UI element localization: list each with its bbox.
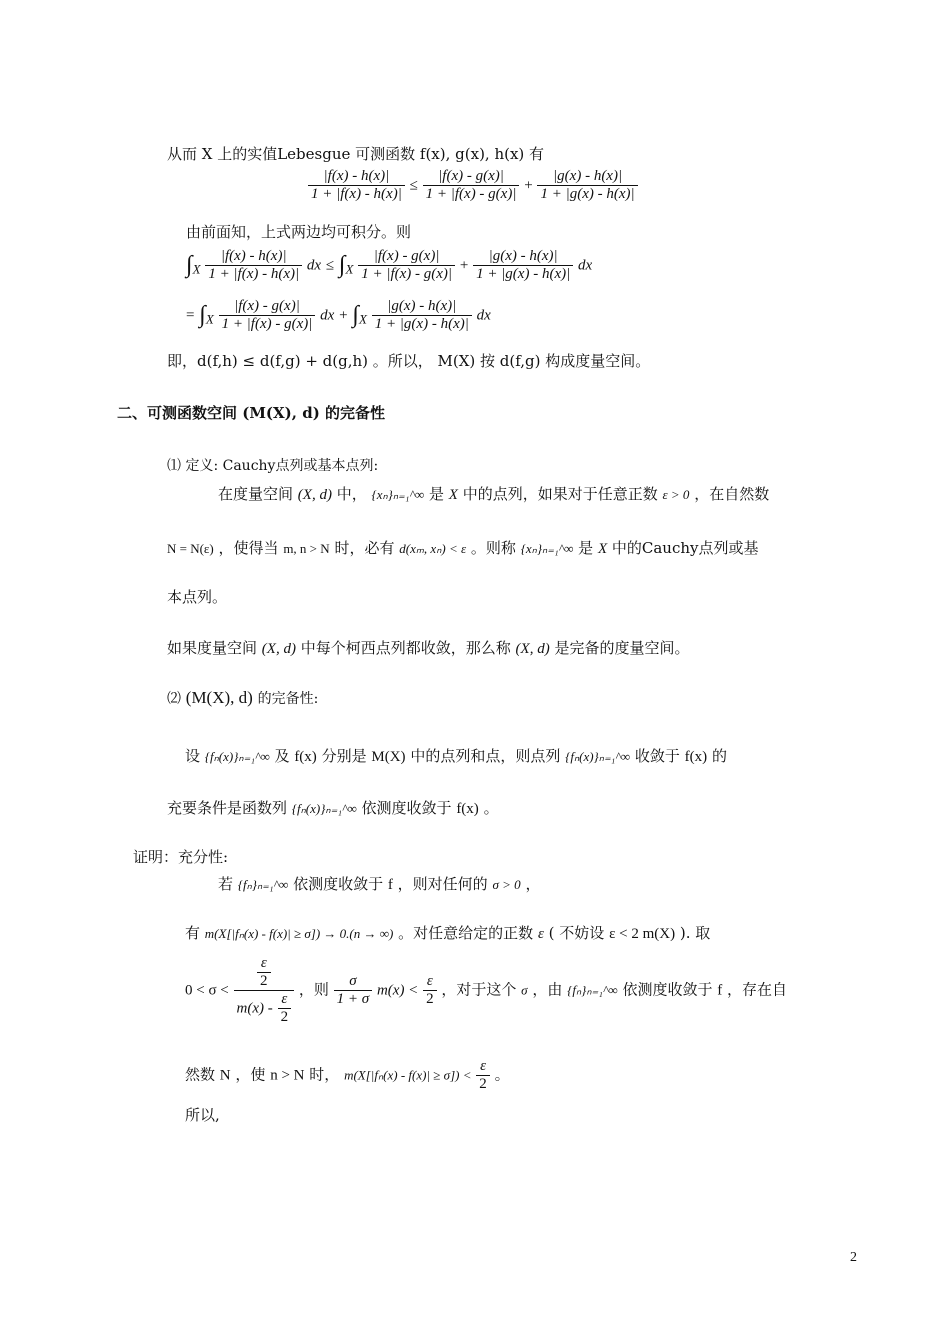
math-sequence: {xₙ}ₙ₌₁^∞ [520,541,574,556]
fraction-numerator: |f(x) - h(x)| [308,168,405,186]
text: 如果度量空间 [167,639,258,657]
math-fx: f(x) [294,749,317,765]
fraction-numerator: σ [334,973,373,991]
integral-sign: ∫ [352,302,359,328]
fraction-numerator: |f(x) - g(x)| [423,168,520,186]
text: 充要条件是函数列 [167,799,288,817]
math-space: (M(X), d) [185,688,253,707]
item-2-title [167,688,318,708]
epsilon: ε [257,955,271,973]
text: 时，必有 [334,539,395,557]
mx: m(x) < [376,982,419,999]
text: ，则对任何的 [397,875,488,893]
text: ( 不妨设 [548,924,605,942]
math-sequence: {fₙ(x)}ₙ₌₁^∞ [204,749,270,764]
math-f: f [717,982,723,999]
text: 及 [274,747,290,765]
differential: dx [476,307,491,324]
integral-domain: X [192,261,201,277]
int1-frac [205,248,302,283]
fraction-numerator: |g(x) - h(x)| [372,298,472,316]
text: 依测度收敛于 [293,875,384,893]
two: 2 [426,991,434,1007]
integral-equality-2 [186,298,491,333]
fraction-denominator: 1 + σ [336,991,370,1007]
integral-inequality-1 [186,248,592,283]
text: 依测度收敛于 [622,980,713,999]
plus-sign: + [459,257,469,274]
text: 中的点列和点，则点列 [410,747,561,765]
fraction-numerator: |f(x) - g(x)| [358,248,455,266]
text: 分别是 [321,747,367,765]
text: ， [525,875,541,893]
integral-sign: ∫ [199,302,206,328]
text: ，由 [532,980,563,999]
text: ，则 [298,980,329,999]
math-fx: f(x) [456,801,479,817]
text: 若 [218,875,234,893]
text: 是 [578,539,594,557]
math-sequence: {fₙ}ₙ₌₁^∞ [567,982,618,998]
text: ，使 [235,1065,266,1084]
epsilon: ε [278,991,292,1009]
text: 在度量空间 [218,485,294,503]
math-measure: m(X[|fₙ(x) - f(x)| ≥ σ]) → 0.(n → ∞) [204,926,394,941]
fraction-denominator: 1 + |f(x) - h(x)| [208,266,300,282]
text: 设 [185,747,201,765]
integral-domain: X [205,311,214,327]
integral-sign: ∫ [186,252,193,278]
fraction-numerator: |f(x) - g(x)| [219,298,316,316]
eps-half [257,955,271,990]
text: 。 [483,799,499,817]
text: 时， [309,1065,340,1084]
fraction-denominator: 1 + |g(x) - h(x)| [540,186,635,202]
differential: dx [306,257,322,274]
page-number: 2 [850,1250,857,1265]
math-distance: d(xₘ, xₙ) < ε [399,541,467,556]
inequality-1 [308,168,638,203]
eps-half [476,1058,490,1093]
para-integrable: 由前面知，上式两边均可积分。则 [186,223,412,241]
math-nN: n > N [270,1067,305,1084]
text: 。对任意给定的正数 [398,924,534,942]
fraction-denominator [234,991,295,1026]
text: 然数 [185,1065,216,1084]
sigma-frac [334,973,373,1008]
math-sigma: σ > 0 [492,877,521,892]
math-fx: f(x) [684,749,708,765]
text: 收敛于 [634,747,680,765]
completeness-def [167,637,689,658]
fraction-numerator: |g(x) - h(x)| [473,248,573,266]
proof-line-3 [185,955,787,1026]
equals-sign: = [186,307,195,324]
math-epsilon-bound: ε < 2 m(X) [609,926,676,942]
ineq1-rhs1 [423,168,520,203]
fraction-numerator: |g(x) - h(x)| [537,168,637,186]
math-f: f [387,877,393,893]
eps-half [278,991,292,1026]
math-sequence: {fₙ}ₙ₌₁^∞ [237,877,289,892]
plus-sign: + [524,177,533,194]
math-sequence: {fₙ(x)}ₙ₌₁^∞ [565,749,631,764]
text: 中每个柯西点列都收敛，那么称 [300,639,511,657]
epsilon: ε [476,1058,490,1076]
text: 。 [494,1065,510,1084]
int2-frac1 [219,298,316,333]
integral-domain: X [345,261,354,277]
para-metric-space: 即，d(f,h) ≤ d(f,g) + d(g,h) 。所以， M(X) 按 d(f,g) 构成度量空间。 [167,352,651,370]
int2-frac2 [372,298,472,333]
nested-fraction [234,955,295,1026]
fraction-denominator: 1 + |g(x) - h(x)| [374,316,469,332]
text: ，在自然数 [694,485,770,503]
section-title: 二、可测函数空间 (M(X), d) 的完备性 [117,404,386,422]
fraction-denominator: 1 + |f(x) - g(x)| [361,266,453,282]
theorem-line-1 [185,745,727,766]
text: 中， [336,485,367,503]
fraction-denominator: 1 + |f(x) - g(x)| [425,186,517,202]
math-epsilon: ε > 0 [662,487,690,502]
math-N: N = N(ε) [167,541,214,556]
theorem-line-2 [167,797,499,818]
para-intro: 从而 X 上的实值Lebesgue 可测函数 f(x), g(x), h(x) 有 [167,145,545,163]
text: 是完备的度量空间。 [554,639,690,657]
math-sigma: σ [521,982,528,998]
definition-title: ⑴ 定义: Cauchy点列或基本点列: [167,458,379,474]
def-line-1 [218,483,769,504]
epsilon: ε [423,973,437,991]
text: ). 取 [679,924,711,942]
proof-line-5: 所以, [185,1106,220,1124]
leq-sign: ≤ [325,257,335,274]
fraction-numerator: |f(x) - h(x)| [205,248,302,266]
two: 2 [479,1076,487,1092]
math-space: (X, d) [261,641,296,657]
proof-line-2 [185,922,710,943]
math-space: (X, d) [297,487,332,503]
text: ，使得当 [218,539,279,557]
math-sequence: {xₙ}ₙ₌₁^∞ [371,487,425,502]
math-bound: 0 < σ < [185,982,229,999]
eps-half [423,973,437,1008]
text: 中的点列，如果对于任意正数 [462,485,658,503]
int1-frac3 [473,248,573,283]
fraction-denominator: 1 + |f(x) - h(x)| [311,186,402,202]
plus-sign: + [339,307,348,324]
int1-frac2 [358,248,455,283]
text: ，存在自 [727,980,788,999]
def-line-3: 本点列。 [167,588,228,606]
math-x: X [448,487,458,503]
text: 依测度收敛于 [361,799,452,817]
math-MX: M(X) [371,749,406,765]
integral-domain: X [358,311,367,327]
fraction-numerator [234,955,295,991]
math-N: N [219,1067,231,1084]
text: 是 [428,485,444,503]
text: ，对于这个 [441,980,517,999]
mx: m(x) - [236,1000,273,1017]
text: 的 [711,747,727,765]
differential: dx [578,257,593,274]
math-space: (X, d) [515,641,550,657]
differential: dx [320,307,335,324]
integral-sign: ∫ [338,252,346,278]
math-measure: m(X[|fₙ(x) - f(x)| ≥ σ]) < [344,1067,472,1083]
fraction-denominator: 1 + |f(x) - g(x)| [221,316,313,332]
two: 2 [260,973,268,989]
def-line-2 [167,537,759,558]
text: 的完备性: [257,691,319,707]
math-sequence: {fₙ(x)}ₙ₌₁^∞ [291,801,357,816]
math-mn: m, n > N [283,541,330,556]
fraction-denominator: 1 + |g(x) - h(x)| [476,266,571,282]
proof-line-1 [218,873,540,894]
proof-title: 证明：充分性: [133,848,229,866]
text: 中的Cauchy点列或基 [611,539,759,557]
text: 。则称 [470,539,516,557]
math-epsilon: ε [537,926,544,942]
proof-line-4 [185,1058,510,1093]
item-number: ⑵ [167,691,181,707]
leq-sign: ≤ [409,177,418,194]
ineq1-rhs2 [537,168,637,203]
math-x: X [597,541,608,557]
ineq1-lhs [308,168,405,203]
text: 有 [185,924,201,942]
two: 2 [280,1009,289,1025]
